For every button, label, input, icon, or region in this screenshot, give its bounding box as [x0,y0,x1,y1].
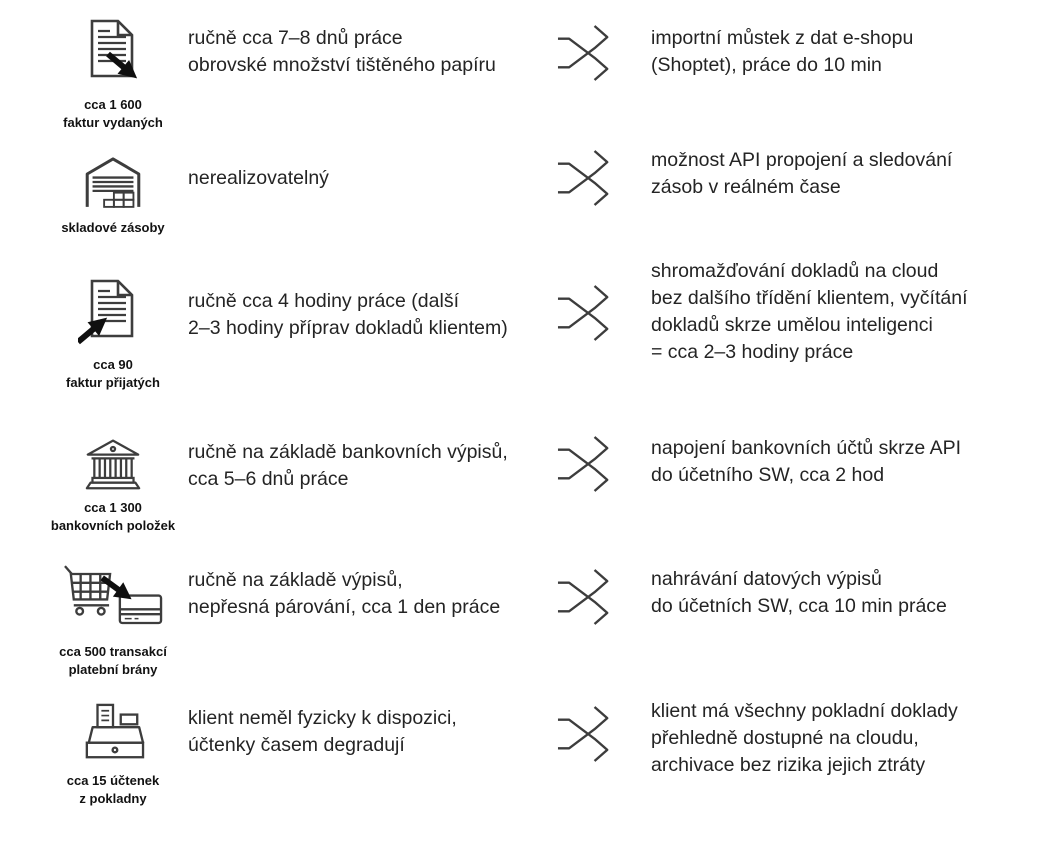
after-text: klient má všechny pokladní doklady přehledně dostupné na cloudu, archivace bez rizika jejich ztráty [651,700,958,776]
transformation-arrows-icon [545,18,645,84]
icon-caption: cca 1 300 bankovních položek [50,500,176,533]
icon-caption: cca 1 600 faktur vydaných [63,97,163,130]
comparison-row-issued-invoices [0,18,1042,131]
icon-caption: cca 15 účtenek z pokladny [66,773,160,806]
transformation-arrows-icon [545,425,645,495]
icon-caption: skladové zásoby [61,220,165,235]
before-text: klient neměl fyzicky k dispozici, účtenky časem degradují [188,707,457,756]
before-text: ručně cca 7–8 dnů práce obrovské množství tištěného papíru [188,27,496,76]
transformation-arrows-icon [545,145,645,209]
cash-register-icon [80,702,146,764]
icon-caption: cca 90 faktur přijatých [66,357,160,390]
payment-gateway-icon [63,562,163,635]
after-text: nahrávání datových výpisů do účetních SW, cca 10 min práce [651,568,947,617]
comparison-row-received-invoices [0,252,1042,391]
transformation-arrows-icon [545,695,645,765]
after-text: importní můstek z dat e-shopu (Shoptet), práce do 10 min [651,27,914,76]
after-text: možnost API propojení a sledování zásob v reálném čase [651,149,953,198]
invoice-issued-icon [78,18,148,88]
icon-caption: cca 500 transakcí platební brány [59,644,167,677]
after-text: napojení bankovních účtů skrze API do účetního SW, cca 2 hod [651,437,962,486]
comparison-row-bank-items [0,425,1042,534]
before-text: ručně cca 4 hodiny práce (další 2–3 hodiny příprav dokladů klientem) [188,290,508,339]
warehouse-icon [81,153,145,211]
after-text: shromažďování dokladů na cloud bez dalšího třídění klientem, vyčítání dokladů skrze umělou inteligenci = cca 2–3 hodiny práce [651,260,968,363]
comparison-row-payment-gateway [0,558,1042,678]
transformation-arrows-icon [545,252,645,344]
invoice-received-icon [78,278,148,348]
bank-icon [83,435,143,491]
transformation-arrows-icon [545,558,645,628]
comparison-row-cash-register [0,695,1042,807]
before-text: ručně na základě bankovních výpisů, cca 5–6 dnů práce [188,441,508,490]
before-text: nerealizovatelný [188,167,329,189]
before-text: ručně na základě výpisů, nepřesná párování, cca 1 den práce [188,569,501,618]
comparison-row-warehouse-stock [0,145,1042,237]
